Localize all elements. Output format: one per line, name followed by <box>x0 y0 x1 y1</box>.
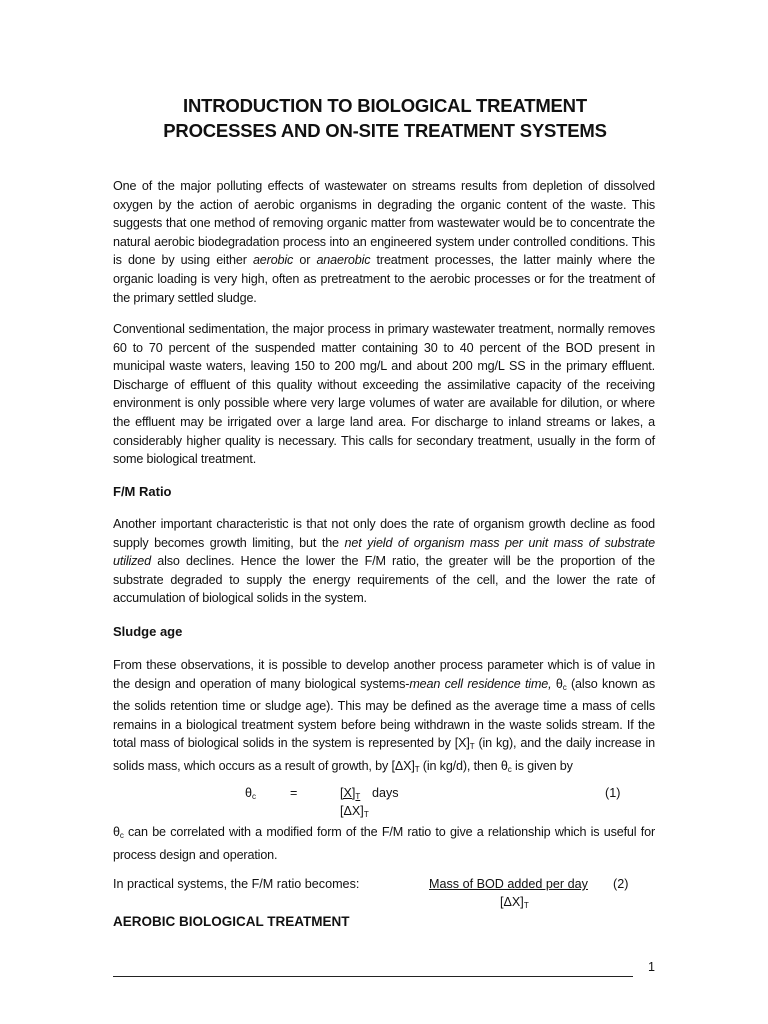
eq1-den-sub: T <box>363 810 369 819</box>
intro-paragraph <box>113 177 655 307</box>
sludge-text-3: (in kg), and the daily increase in solids mass, which occurs as a result of growth, by [ΔX] <box>113 736 655 773</box>
document-title <box>100 93 670 143</box>
sludge-text-2: (also known as the solids retention time or sludge age). This may be defined as the average time a mass of cells remains in a biological treatment system before being withdrawn in the waste solids stream. If the total mass of biological solids in the system is represented by [X] <box>113 676 656 751</box>
eq1-num-text: [X] <box>340 786 356 800</box>
footer-rule <box>113 976 633 977</box>
sludge-emphasis-mcrt: mean cell residence time, <box>409 676 552 691</box>
eq2-number: (2) <box>613 877 629 891</box>
fm-text-1: Another important characteristic is that not only does the rate of organism growth decline as food supply becomes growth limiting, but the <box>113 517 655 550</box>
eq1-num-sub: T <box>355 792 361 801</box>
fm-emphasis-net-yield: net yield of organism mass per unit mass of substrate utilized <box>113 535 655 569</box>
sludge-theta-1: θ <box>551 676 563 691</box>
corr-theta-sub: c <box>119 831 124 840</box>
heading-aerobic-treatment: AEROBIC BIOLOGICAL TREATMENT <box>113 914 350 929</box>
intro-emphasis-aerobic: aerobic <box>252 253 294 268</box>
correlation-paragraph <box>113 823 655 864</box>
fm-text-2: also declines. Hence the lower the F/M ratio, the greater will be the proportion of the substrate degraded to supply the energy requirements of the cell, and the lower the rate of accumulation of biological solids in the system. <box>113 554 655 606</box>
heading-sludge-age: Sludge age <box>113 624 183 639</box>
sludge-theta-1-sub: c <box>562 682 567 692</box>
eq2-den-text: [ΔX] <box>500 895 524 909</box>
corr-text: can be correlated with a modified form of the F/M ratio to give a relationship which is useful for process design and operation. <box>113 825 655 862</box>
sludge-paragraph <box>113 656 655 780</box>
sludge-text-5: is given by <box>511 758 573 773</box>
eq1-number: (1) <box>605 786 621 800</box>
eq1-theta: θ <box>245 786 253 800</box>
eq1-numerator <box>340 786 360 801</box>
title-line-2: PROCESSES AND ON-SITE TREATMENT SYSTEMS <box>163 120 607 141</box>
eq1-theta-sub: c <box>252 792 257 801</box>
eq1-unit: days <box>372 786 399 800</box>
sludge-text-1: From these observations, it is possible to develop another process parameter which is of value in the design and operation of many biological systems- <box>113 658 655 691</box>
eq1-den-text: [ΔX] <box>340 804 364 818</box>
eq2-denominator <box>500 895 529 910</box>
sludge-theta-2-sub: c <box>507 764 512 774</box>
eq1-equals: = <box>290 786 298 800</box>
intro-text-1: One of the major polluting effects of wastewater on streams results from depletion of dissolved oxygen by the action of aerobic organisms in degrading the organic content of the waste. This suggests that one method of removing organic matter from wastewater would be to concentrate the natural aerobic biodegradation process into an engineered system under controlled conditions. This is done by using either <box>113 179 655 268</box>
eq2-numerator: Mass of BOD added per day <box>429 877 588 891</box>
eq2-den-sub: T <box>523 901 529 910</box>
intro-text-2: or <box>293 253 317 268</box>
page-number: 1 <box>648 960 656 974</box>
eq1-lhs <box>245 786 256 801</box>
sludge-x-sub: T <box>469 742 475 752</box>
title-line-1: INTRODUCTION TO BIOLOGICAL TREATMENT <box>183 95 587 116</box>
fm-paragraph <box>113 515 655 608</box>
sedimentation-paragraph: Conventional sedimentation, the major process in primary wastewater treatment, normally removes 60 to 70 percent of the suspended matter containing 30 to 40 percent of the BOD present in municipal waste waters, leaving 150 to 200 mg/L and about 200 mg/L SS in the primary effluent. Discharge of effluent of this quality without exceeding the assimilative capacity of the receiving environment is only possible where very large volumes of water are available for dilution, or where the effluent may be irrigated over a large land area. For discharge to inland streams or lakes, a considerably higher quality is necessary. This calls for secondary treatment, usually in the form of some biological treatment. <box>113 322 655 467</box>
heading-fm-ratio: F/M Ratio <box>113 484 172 499</box>
eq1-denominator <box>340 804 369 819</box>
intro-text-3: treatment processes, the latter mainly where the organic loading is very high, often as pretreatment to the aerobic processes or for the treatment of the primary settled sludge. <box>113 253 655 305</box>
intro-emphasis-anaerobic: anaerobic <box>316 253 371 268</box>
eq2-lead: In practical systems, the F/M ratio becomes: <box>113 877 360 891</box>
sludge-dx-sub: T <box>414 764 420 774</box>
corr-theta: θ <box>113 825 120 839</box>
sludge-text-4: (in kg/d), then θ <box>419 758 508 773</box>
